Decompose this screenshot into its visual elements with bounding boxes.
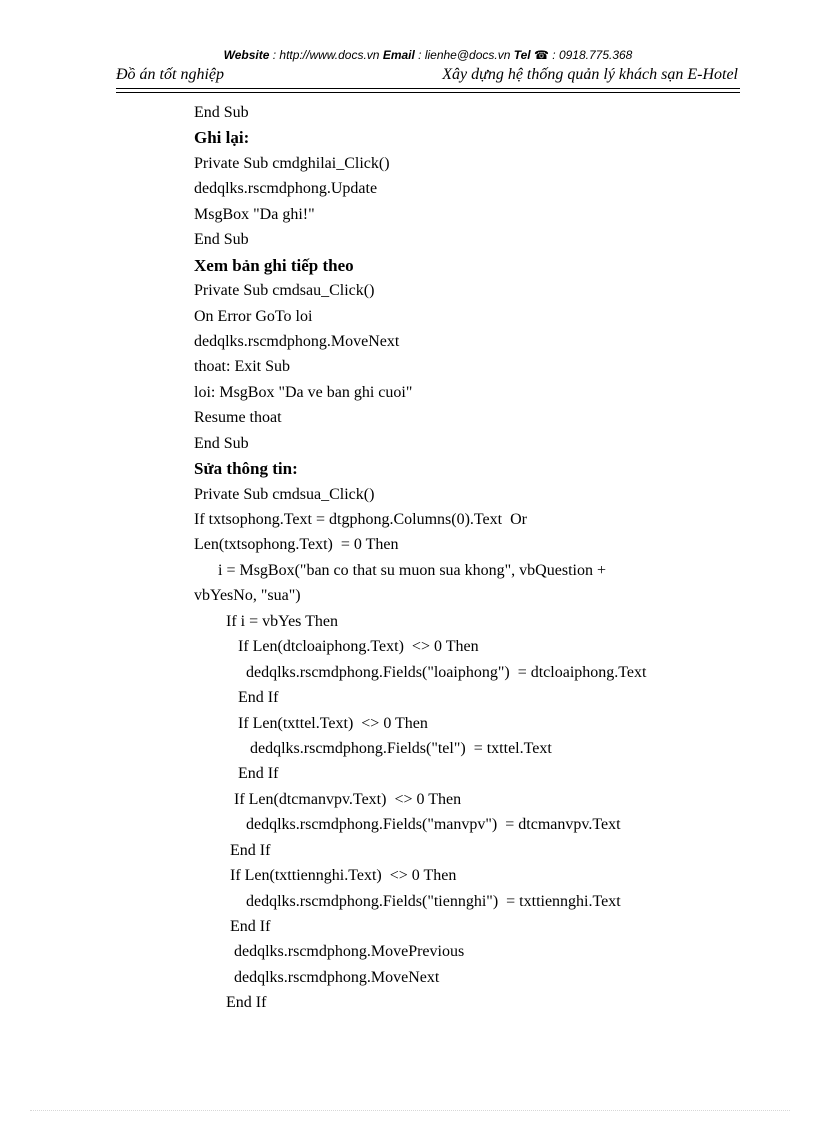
- code-line: dedqlks.rscmdphong.MoveNext: [194, 968, 440, 986]
- section-heading: Sửa thông tin:: [194, 459, 298, 479]
- code-line: Private Sub cmdsau_Click(): [194, 282, 375, 300]
- code-line: dedqlks.rscmdphong.MoveNext: [194, 332, 400, 350]
- tel-label: Tel: [513, 48, 531, 62]
- code-line: On Error GoTo loi: [194, 307, 313, 325]
- email-address[interactable]: : lienhe@docs.vn: [414, 48, 514, 62]
- phone-icon: ☎: [533, 48, 549, 62]
- code-line: If Len(txttel.Text) <> 0 Then: [194, 714, 428, 732]
- code-line: End If: [194, 918, 271, 935]
- code-line: i = MsgBox("ban co that su muon sua khong", vbQuestion +: [194, 561, 606, 579]
- email-label: Email: [382, 48, 415, 62]
- footer-divider: [30, 1110, 790, 1111]
- code-line: End If: [194, 765, 279, 783]
- code-line: End Sub: [194, 434, 249, 452]
- code-line: If txtsophong.Text = dtgphong.Columns(0).Text Or: [194, 511, 527, 528]
- header-thesis-title: Đồ án tốt nghiệp: [116, 66, 224, 83]
- code-line: Private Sub cmdghilai_Click(): [194, 154, 390, 172]
- code-line: vbYesNo, "sua"): [194, 587, 301, 605]
- code-line: dedqlks.rscmdphong.Fields("tel") = txttel.Text: [194, 739, 552, 757]
- code-line: Resume thoat: [194, 409, 282, 427]
- code-line: dedqlks.rscmdphong.MovePrevious: [194, 943, 465, 961]
- code-line: thoat: Exit Sub: [194, 358, 290, 376]
- code-line: loi: MsgBox "Da ve ban ghi cuoi": [194, 383, 413, 401]
- code-line: If i = vbYes Then: [194, 612, 338, 630]
- code-line: If Len(txttiennghi.Text) <> 0 Then: [194, 867, 457, 885]
- website-url[interactable]: : http://www.docs.vn: [269, 48, 383, 62]
- document-header: [116, 64, 740, 89]
- code-line: If Len(dtcmanvpv.Text) <> 0 Then: [194, 790, 462, 808]
- header-project-title: Xây dựng hệ thống quản lý khách sạn E-Hotel: [442, 66, 738, 83]
- code-line: End Sub: [194, 104, 249, 121]
- code-line: dedqlks.rscmdphong.Fields("loaiphong") = dtcloaiphong.Text: [194, 663, 647, 681]
- code-line: Private Sub cmdsua_Click(): [194, 485, 375, 503]
- header-divider: [116, 92, 740, 93]
- code-line: dedqlks.rscmdphong.Update: [194, 180, 378, 198]
- website-contact-line: [0, 48, 816, 62]
- code-line: If Len(dtcloaiphong.Text) <> 0 Then: [194, 638, 479, 656]
- code-line: Len(txtsophong.Text) = 0 Then: [194, 536, 399, 554]
- section-heading: Ghi lại:: [194, 128, 250, 148]
- code-line: dedqlks.rscmdphong.Fields("manvpv") = dtcmanvpv.Text: [194, 816, 621, 834]
- code-line: End If: [194, 994, 267, 1012]
- code-line: End If: [194, 689, 279, 707]
- code-line: End Sub: [194, 231, 249, 249]
- code-listing: [194, 100, 754, 1016]
- website-label: Website: [223, 48, 270, 62]
- code-line: dedqlks.rscmdphong.Fields("tiennghi") = txttiennghi.Text: [194, 892, 621, 910]
- tel-number: : 0918.775.368: [548, 48, 633, 62]
- code-line: End If: [194, 841, 271, 859]
- code-line: MsgBox "Da ghi!": [194, 205, 315, 223]
- section-heading: Xem bản ghi tiếp theo: [194, 255, 354, 275]
